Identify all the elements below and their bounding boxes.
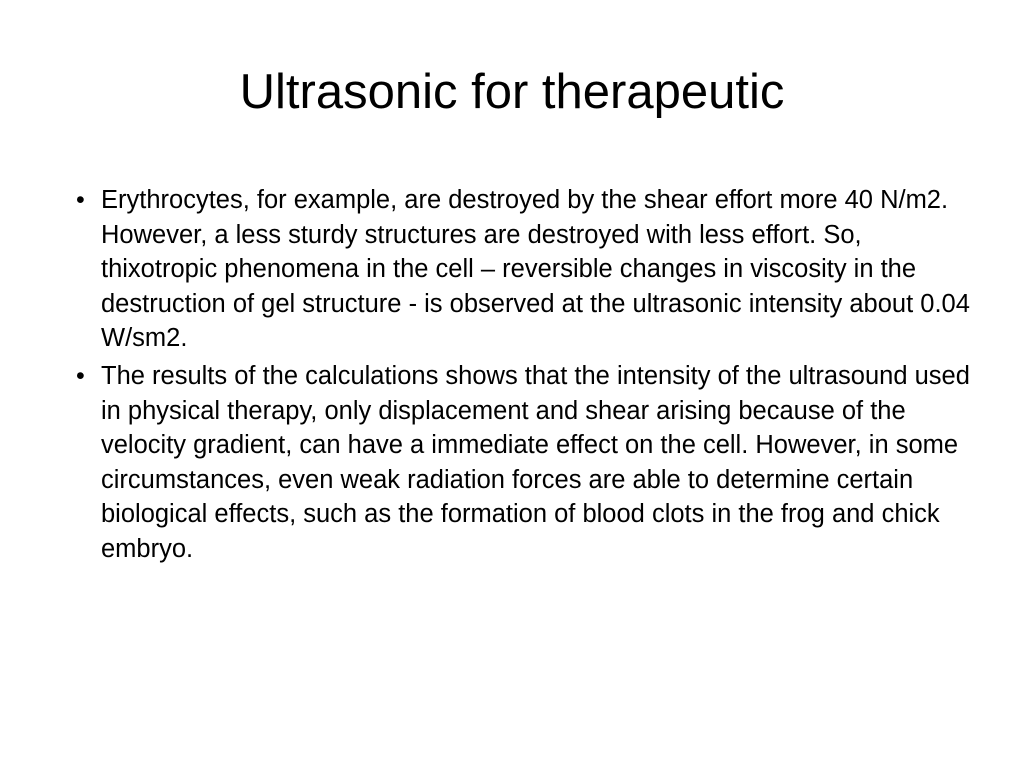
bullet-item <box>72 183 972 356</box>
bullet-list <box>72 183 972 570</box>
bullet-text: The results of the calculations shows that the intensity of the ultrasound used in physical therapy, only displacement and shear arising because of the velocity gradient, can have a immediate effect on the cell. However, in some circumstances, even weak radiation forces are able to determine certain biological effects, such as the formation of blood clots in the frog and chick embryo. <box>101 361 970 563</box>
bullet-dot-icon: • <box>76 186 85 214</box>
bullet-text: Erythrocytes, for example, are destroyed by the shear effort more 40 N/m2. However, a less sturdy structures are destroyed with less effort. So, thixotropic phenomena in the cell – reversible changes in viscosity in the destruction of gel structure - is observed at the ultrasonic intensity about 0.04 W/sm2. <box>101 186 970 353</box>
slide-title: Ultrasonic for therapeutic <box>239 65 785 119</box>
bullet-dot-icon: • <box>76 361 85 390</box>
bullet-item <box>72 359 972 567</box>
